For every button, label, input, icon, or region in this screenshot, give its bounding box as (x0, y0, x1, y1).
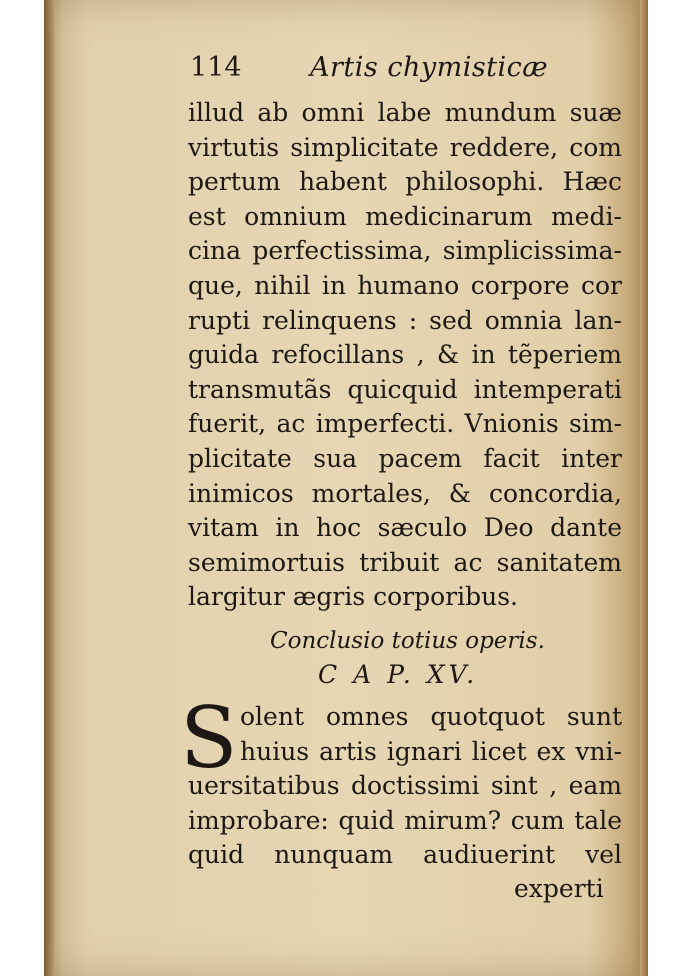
text-line: uersitatibus doctissimi sint , eam (188, 771, 622, 801)
text-line: vitam in hoc sæculo Deo dante (188, 513, 622, 543)
text-line: que, nihil in humano corpore cor (188, 270, 622, 300)
text-line: semimortuis tribuit ac sanitatem (188, 547, 622, 577)
text-line: huius artis ignari licet ex vni- (240, 736, 622, 766)
body-text (188, 96, 622, 615)
text-line: rupti relinquens : sed omnia lan- (188, 305, 622, 335)
drop-capital: S (180, 689, 238, 787)
text-line: quid nunquam audiuerint vel (188, 840, 622, 870)
text-line: improbare: quid mirum? cum tale (188, 805, 622, 835)
page-gutter (44, 0, 54, 976)
text-line: plicitate sua pacem facit inter (188, 443, 622, 473)
text-line: pertum habent philosophi. Hæc (188, 167, 622, 197)
text-line: transmutãs quicquid intemperati (188, 374, 622, 404)
chapter-body-text (188, 700, 622, 873)
catchword: experti (514, 874, 604, 903)
text-line: est omnium medicinarum medi- (188, 201, 622, 231)
chapter-heading: C A P. XV. (318, 660, 479, 689)
text-line: virtutis simplicitate reddere, com (188, 132, 622, 162)
page-header (190, 52, 630, 92)
text-line: illud ab omni labe mundum suæ (188, 98, 622, 127)
text-line: guida refocillans , & in tẽperiem (188, 340, 622, 370)
section-title: Conclusio totius operis. (270, 628, 545, 654)
page-number: 114 (190, 52, 242, 83)
running-title: Artis chymisticæ (310, 52, 549, 83)
text-line: cina perfectissima, simplicissima- (188, 236, 622, 266)
text-line: largitur ægris corporibus. (188, 582, 519, 612)
text-line: olent omnes quotquot sunt (240, 702, 622, 731)
page-edge (640, 0, 648, 976)
text-line: inimicos mortales, & concordia, (188, 478, 622, 508)
text-line: fuerit, ac imperfecti. Vnionis sim- (188, 409, 622, 439)
